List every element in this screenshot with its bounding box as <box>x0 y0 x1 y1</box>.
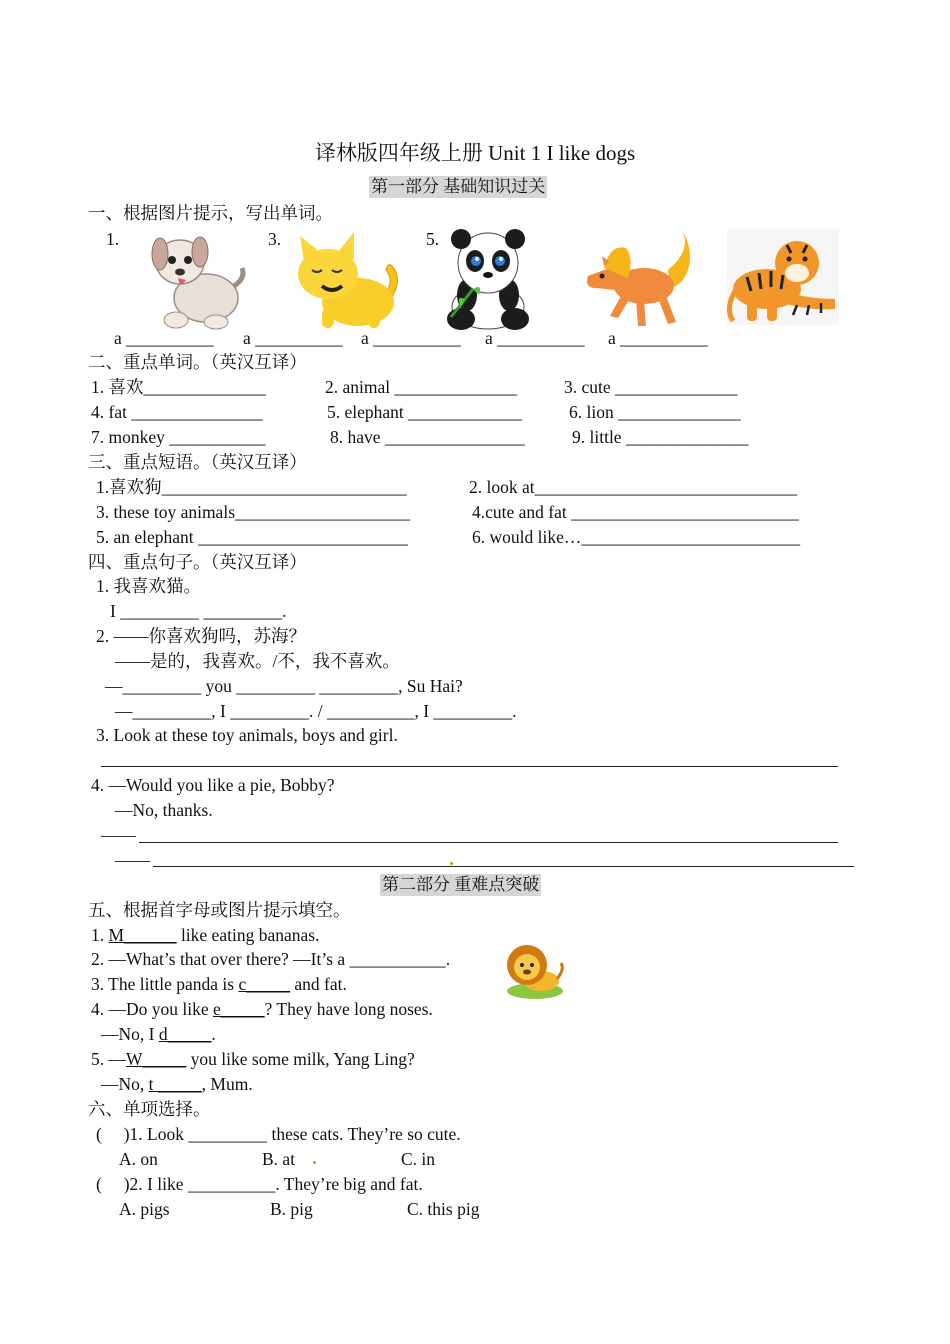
answer-line[interactable] <box>101 766 838 767</box>
s6-q1-option-a[interactable]: A. on <box>119 1149 158 1169</box>
s3-item[interactable]: 6. would like…_________________________ <box>472 527 801 547</box>
s5-q5: 5. —W_____ you like some milk, Yang Ling? <box>91 1049 415 1069</box>
s3-item[interactable]: 2. look at______________________________ <box>469 477 798 497</box>
s5-q1: 1. M______ like eating bananas. <box>91 925 320 945</box>
part1-banner: 第一部分 基础知识过关 <box>371 177 546 196</box>
stray-dot <box>313 1161 316 1164</box>
s2-item[interactable]: 9. little ______________ <box>572 427 749 447</box>
part2-banner: 第二部分 重难点突破 <box>382 875 540 894</box>
s1-blank-5[interactable]: a __________ <box>608 328 708 348</box>
s5-q4-blank[interactable]: e_____ <box>213 999 265 1019</box>
s1-blank-4[interactable]: a __________ <box>485 328 585 348</box>
s1-blank-2[interactable]: a __________ <box>243 328 343 348</box>
page-title: 译林版四年级上册 Unit 1 I like dogs <box>314 141 636 165</box>
s2-item[interactable]: 1. 喜欢______________ <box>91 377 266 397</box>
s2-item[interactable]: 2. animal ______________ <box>325 377 517 397</box>
s6-q2-option-b[interactable]: B. pig <box>270 1199 313 1219</box>
s4-q4-dash-2: —— <box>115 850 150 870</box>
s5-q4-reply-blank[interactable]: d_____ <box>158 1024 212 1044</box>
s2-item[interactable]: 5. elephant _____________ <box>327 402 522 422</box>
s4-q2-reply: ——是的，我喜欢。/不，我不喜欢。 <box>115 651 400 671</box>
tiger-picture <box>727 229 839 325</box>
s5-q3-blank[interactable]: c_____ <box>238 974 290 994</box>
s3-item[interactable]: 3. these toy animals____________________ <box>96 502 411 522</box>
s6-q1-option-b[interactable]: B. at <box>262 1149 296 1169</box>
s6-heading: 六、单项选择。 <box>88 1099 211 1119</box>
s5-q3: 3. The little panda is c_____ and fat. <box>91 974 347 994</box>
answer-line[interactable] <box>139 842 838 843</box>
s3-item[interactable]: 1.喜欢狗____________________________ <box>96 477 407 497</box>
s4-q4-prompt: 4. —Would you like a pie, Bobby? <box>91 775 335 795</box>
s3-item[interactable]: 4.cute and fat __________________________ <box>472 502 799 522</box>
lion-picture <box>503 941 565 1001</box>
s1-num-5: 5. <box>426 229 440 249</box>
s4-heading: 四、重点句子。（英汉互译） <box>88 552 307 572</box>
s1-blank-1[interactable]: a __________ <box>114 328 214 348</box>
s5-q2[interactable]: 2. —What’s that over there? —It’s a ___________. <box>91 949 451 969</box>
s2-item[interactable]: 3. cute ______________ <box>564 377 738 397</box>
panda-picture <box>443 229 533 331</box>
s2-item[interactable]: 8. have ________________ <box>330 427 525 447</box>
s4-q1: 1. 我喜欢猫。 <box>96 576 201 596</box>
s4-q2-answer-2[interactable]: —_________, I _________. / __________, I _________. <box>115 701 517 721</box>
s5-q4-reply: —No, I d_____. <box>101 1024 216 1044</box>
s3-item[interactable]: 5. an elephant ________________________ <box>96 527 409 547</box>
s1-num-1: 1. <box>106 229 120 249</box>
s5-q5-reply-blank[interactable]: t _____ <box>148 1074 202 1094</box>
s1-heading: 一、根据图片提示，写出单词。 <box>88 203 333 223</box>
s3-heading: 三、重点短语。（英汉互译） <box>88 452 307 472</box>
s4-q3: 3. Look at these toy animals, boys and girl. <box>96 725 398 745</box>
stray-dot <box>450 862 453 865</box>
s4-q4-dash-1: —— <box>101 825 136 845</box>
answer-line[interactable] <box>153 866 854 867</box>
s5-q5-reply: —No, t _____, Mum. <box>101 1074 253 1094</box>
s2-heading: 二、重点单词。（英汉互译） <box>88 352 307 372</box>
s1-num-3: 3. <box>268 229 282 249</box>
s6-q2-option-a[interactable]: A. pigs <box>119 1199 170 1219</box>
s1-blank-3[interactable]: a __________ <box>361 328 461 348</box>
cat-picture <box>292 230 408 330</box>
s5-q1-blank[interactable]: M______ <box>108 925 177 945</box>
s6-q2-option-c[interactable]: C. this pig <box>407 1199 480 1219</box>
s4-q2-answer-1[interactable]: —_________ you _________ _________, Su Hai? <box>105 676 463 696</box>
s2-item[interactable]: 7. monkey ___________ <box>91 427 266 447</box>
s5-q4: 4. —Do you like e_____? They have long noses. <box>91 999 433 1019</box>
s6-q2[interactable]: ( )2. I like __________. They’re big and fat. <box>96 1174 423 1194</box>
s5-q5-blank[interactable]: W_____ <box>126 1049 187 1069</box>
s4-q4-reply: —No, thanks. <box>115 800 213 820</box>
s4-q2-prompt: 2. ——你喜欢狗吗，苏海？ <box>96 626 306 646</box>
s6-q1[interactable]: ( )1. Look _________ these cats. They’re so cute. <box>96 1124 461 1144</box>
s4-q1-answer[interactable]: I _________ _________. <box>110 601 287 621</box>
s2-item[interactable]: 4. fat _______________ <box>91 402 263 422</box>
s2-item[interactable]: 6. lion ______________ <box>569 402 741 422</box>
s5-heading: 五、根据首字母或图片提示填空。 <box>88 900 351 920</box>
horse-picture <box>582 230 694 330</box>
s6-q1-option-c[interactable]: C. in <box>401 1149 436 1169</box>
dog-picture <box>148 228 248 332</box>
